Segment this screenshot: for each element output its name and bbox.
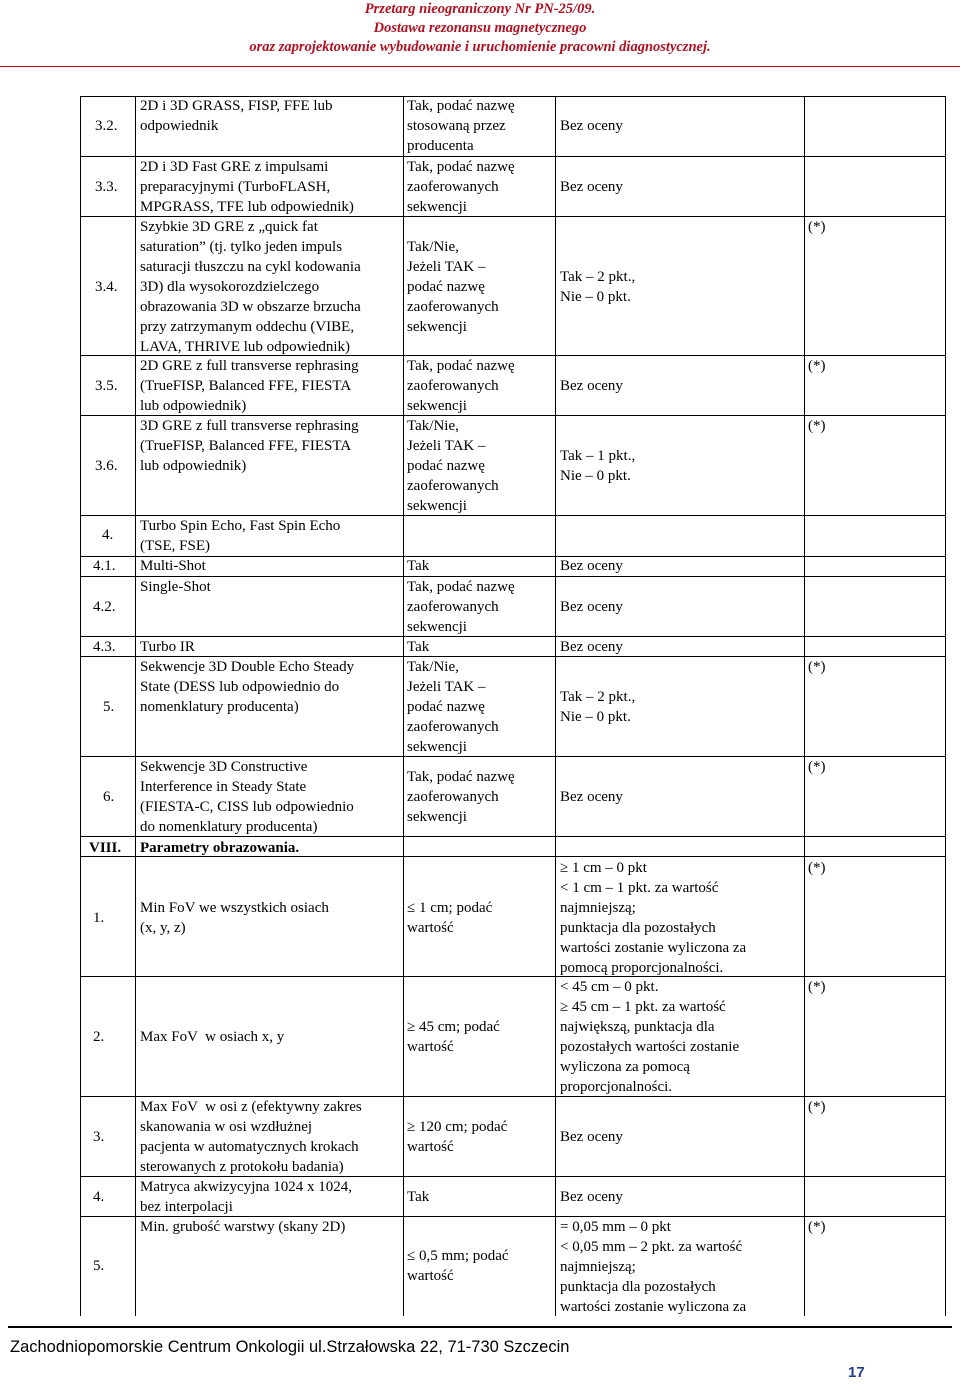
row-number: 2. bbox=[93, 1029, 105, 1045]
parameter-cell: Min. grubość warstwy (skany 2D) bbox=[140, 1219, 346, 1235]
note-marker: (*) bbox=[808, 659, 826, 675]
requirement-cell: Tak, podać nazwę zaoferowanych sekwencji bbox=[407, 358, 515, 414]
parameter-cell: Max FoV w osiach x, y bbox=[140, 1029, 285, 1045]
scoring-cell: ≥ 1 cm – 0 pkt < 1 cm – 1 pkt. za wartość najmniejszą; punktacja dla pozostałych wartości zostanie wyliczona za pomocą proporcjonalności. bbox=[560, 860, 747, 976]
scoring-cell: = 0,05 mm – 0 pkt < 0,05 mm – 2 pkt. za wartość najmniejszą; punktacja dla pozostałych wartości zostanie wyliczona za bbox=[560, 1219, 747, 1315]
parameter-cell: Sekwencje 3D Double Echo Steady State (DESS lub odpowiednio do nomenklatury producenta) bbox=[140, 659, 355, 715]
parameter-cell: Turbo IR bbox=[140, 639, 195, 655]
grid-line bbox=[135, 96, 136, 1316]
row-number: 4.3. bbox=[93, 639, 116, 655]
note-marker: (*) bbox=[808, 759, 826, 775]
note-marker: (*) bbox=[808, 418, 826, 434]
grid-line bbox=[80, 556, 946, 557]
parameter-cell: Max FoV w osi z (efektywny zakres skanowania w osi wzdłużnej pacjenta w automatycznych krokach sterowanych z protokołu badania) bbox=[140, 1099, 362, 1175]
row-number: 1. bbox=[93, 910, 105, 926]
requirement-cell: ≤ 1 cm; podać wartość bbox=[407, 900, 493, 936]
footer-address: Zachodniopomorskie Centrum Onkologii ul.Strzałowska 22, 71-730 Szczecin bbox=[10, 1338, 570, 1356]
requirement-cell: Tak/Nie, Jeżeli TAK – podać nazwę zaoferowanych sekwencji bbox=[407, 659, 499, 755]
requirement-cell: Tak bbox=[407, 639, 430, 655]
requirement-cell: Tak/Nie, Jeżeli TAK – podać nazwę zaoferowanych sekwencji bbox=[407, 418, 499, 514]
requirement-cell: ≥ 45 cm; podać wartość bbox=[407, 1019, 500, 1055]
scoring-cell: Bez oceny bbox=[560, 118, 623, 134]
row-number: 3.6. bbox=[95, 458, 118, 474]
requirement-cell: Tak/Nie, Jeżeli TAK – podać nazwę zaoferowanych sekwencji bbox=[407, 239, 499, 335]
scoring-cell: Bez oceny bbox=[560, 378, 623, 394]
requirement-cell: Tak, podać nazwę zaoferowanych sekwencji bbox=[407, 579, 515, 635]
parameter-cell: Min FoV we wszystkich osiach (x, y, z) bbox=[140, 900, 329, 936]
scoring-cell: < 45 cm – 0 pkt. ≥ 45 cm – 1 pkt. za wartość największą, punktacja dla pozostałych wartości zostanie wyliczona za pomocą proporcjonalności. bbox=[560, 979, 740, 1095]
parameter-cell: 2D i 3D GRASS, FISP, FFE lub odpowiednik bbox=[140, 98, 333, 134]
requirement-cell: Tak bbox=[407, 558, 430, 574]
grid-line bbox=[555, 96, 556, 1316]
note-marker: (*) bbox=[808, 219, 826, 235]
parameter-cell: Turbo Spin Echo, Fast Spin Echo (TSE, FSE) bbox=[140, 518, 341, 554]
scoring-cell: Bez oceny bbox=[560, 558, 623, 574]
grid-line bbox=[80, 96, 81, 1316]
row-number: 3.5. bbox=[95, 378, 118, 394]
row-number: 6. bbox=[103, 789, 115, 805]
note-marker: (*) bbox=[808, 860, 826, 876]
header-divider bbox=[0, 66, 960, 67]
note-marker: (*) bbox=[808, 1099, 826, 1115]
parameter-cell: 2D GRE z full transverse rephrasing (TrueFISP, Balanced FFE, FIESTA lub odpowiednik) bbox=[140, 358, 359, 414]
parameter-cell: Multi-Shot bbox=[140, 558, 206, 574]
section-number: VIII. bbox=[89, 840, 122, 856]
parameter-cell: Szybkie 3D GRE z „quick fat saturation” (tj. tylko jeden impuls saturacji tłuszczu na cykl kodowania 3D) dla wysokorozdzielczego obrazowania 3D w obszarze brzucha przy zatrzymanym oddechu (VIBE, LAVA, THRIVE lub odpowiednik) bbox=[140, 219, 361, 355]
requirement-cell: Tak, podać nazwę zaoferowanych sekwencji bbox=[407, 159, 515, 215]
parameter-cell: Matryca akwizycyjna 1024 x 1024, bez interpolacji bbox=[140, 1179, 353, 1215]
row-number: 3.4. bbox=[95, 279, 118, 295]
header-scope: oraz zaprojektowanie wybudowanie i uruchomienie pracowni diagnostycznej. bbox=[249, 39, 711, 55]
requirement-cell: Tak bbox=[407, 1189, 430, 1205]
note-marker: (*) bbox=[808, 358, 826, 374]
header-subject: Dostawa rezonansu magnetycznego bbox=[373, 20, 587, 36]
scoring-cell: Bez oceny bbox=[560, 639, 623, 655]
requirement-cell: Tak, podać nazwę stosowaną przez producenta bbox=[407, 98, 515, 154]
row-number: 3.2. bbox=[95, 118, 118, 134]
parameter-cell: 2D i 3D Fast GRE z impulsami preparacyjnymi (TurboFLASH, MPGRASS, TFE lub odpowiednik) bbox=[140, 159, 354, 215]
header-tender-number: Przetarg nieograniczony Nr PN-25/09. bbox=[364, 1, 596, 17]
scoring-cell: Bez oceny bbox=[560, 1189, 623, 1205]
page-number: 17 bbox=[848, 1364, 865, 1381]
grid-line bbox=[403, 96, 404, 1316]
row-number: 4. bbox=[102, 527, 114, 543]
row-number: 4. bbox=[93, 1189, 105, 1205]
scoring-cell: Bez oceny bbox=[560, 1129, 623, 1145]
scoring-cell: Bez oceny bbox=[560, 599, 623, 615]
requirement-cell: ≥ 120 cm; podać wartość bbox=[407, 1119, 508, 1155]
row-number: 3.3. bbox=[95, 179, 118, 195]
parameter-cell: 3D GRE z full transverse rephrasing (TrueFISP, Balanced FFE, FIESTA lub odpowiednik) bbox=[140, 418, 359, 474]
grid-line bbox=[804, 96, 805, 1316]
scoring-cell: Bez oceny bbox=[560, 179, 623, 195]
scoring-cell: Tak – 1 pkt., Nie – 0 pkt. bbox=[560, 448, 636, 484]
scoring-cell: Tak – 2 pkt., Nie – 0 pkt. bbox=[560, 269, 636, 305]
row-number: 3. bbox=[93, 1129, 105, 1145]
scoring-cell: Bez oceny bbox=[560, 789, 623, 805]
grid-line bbox=[945, 96, 946, 1316]
row-number: 4.1. bbox=[93, 558, 116, 574]
footer-divider bbox=[8, 1326, 952, 1328]
row-number: 5. bbox=[103, 699, 115, 715]
parameter-cell: Sekwencje 3D Constructive Interference in Steady State (FIESTA-C, CISS lub odpowiednio do nomenklatury producenta) bbox=[140, 759, 354, 835]
parameter-cell: Single-Shot bbox=[140, 579, 211, 595]
row-number: 5. bbox=[93, 1258, 105, 1274]
scoring-cell: Tak – 2 pkt., Nie – 0 pkt. bbox=[560, 689, 636, 725]
note-marker: (*) bbox=[808, 1219, 826, 1235]
requirement-cell: ≤ 0,5 mm; podać wartość bbox=[407, 1248, 509, 1284]
section-title: Parametry obrazowania. bbox=[140, 840, 300, 856]
row-number: 4.2. bbox=[93, 599, 116, 615]
note-marker: (*) bbox=[808, 979, 826, 995]
requirement-cell: Tak, podać nazwę zaoferowanych sekwencji bbox=[407, 769, 515, 825]
